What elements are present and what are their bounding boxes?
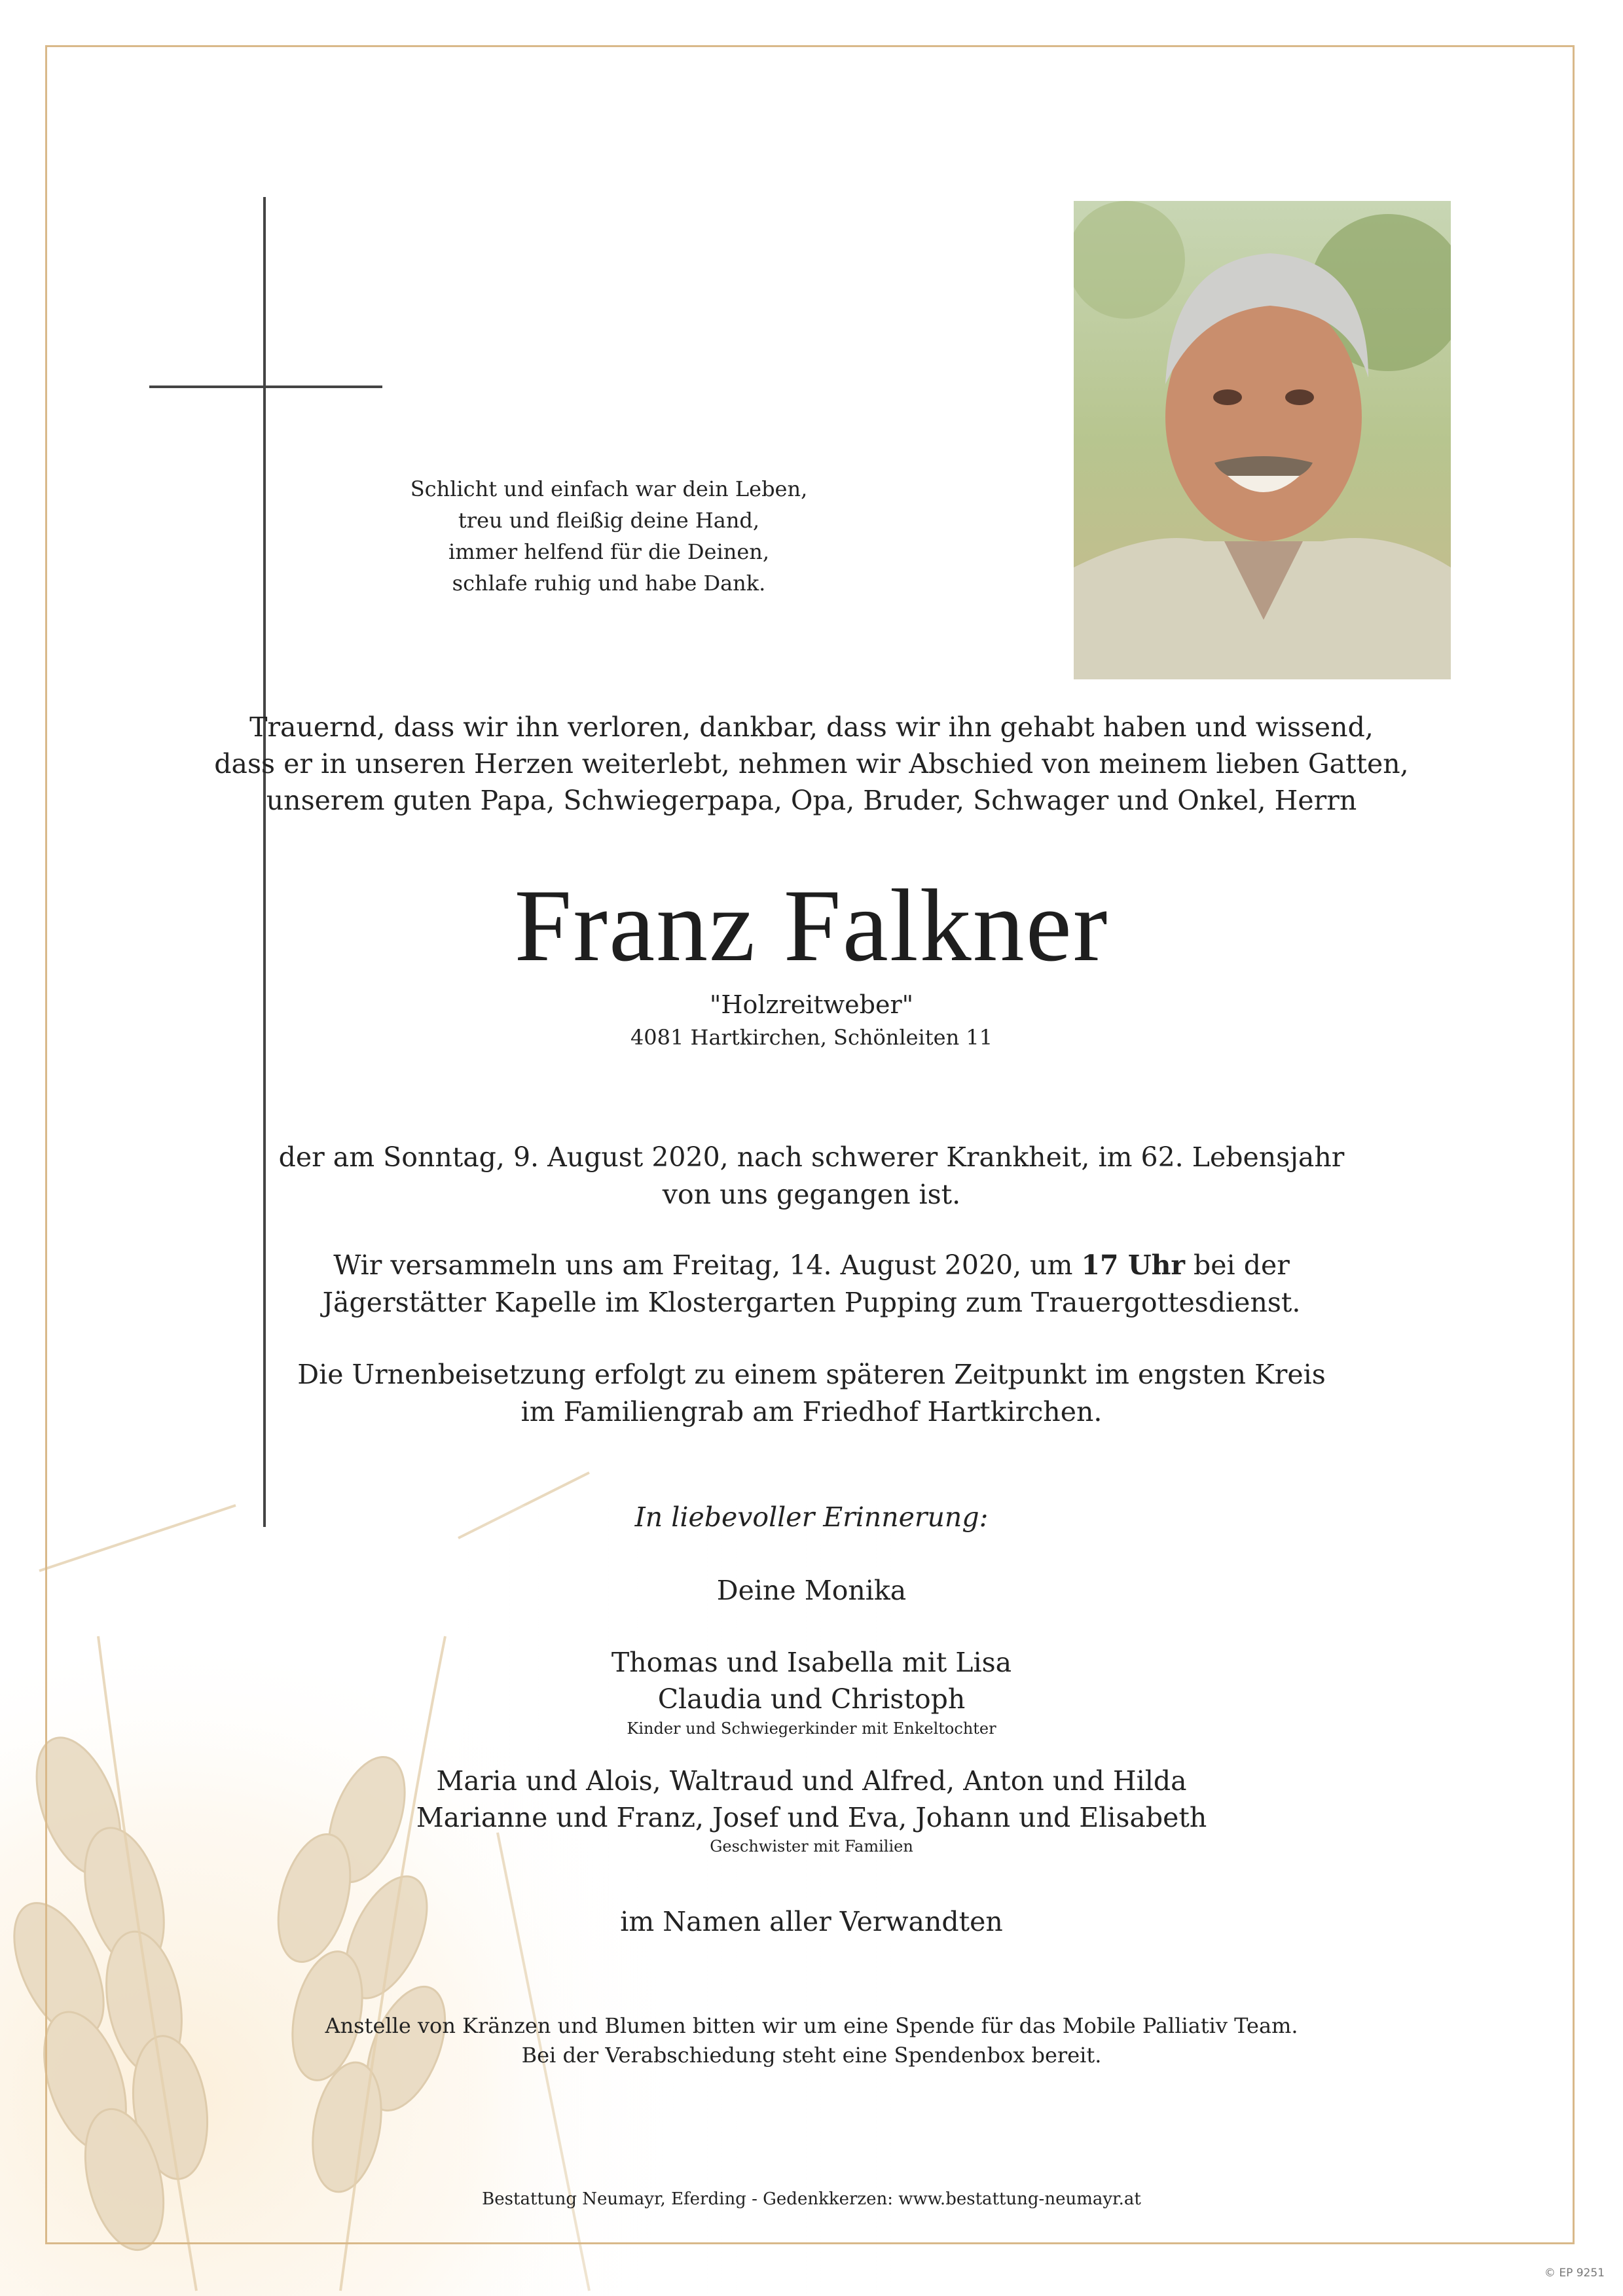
service-location-prefix: bei der — [1185, 1249, 1290, 1281]
donation-note — [0, 2011, 1623, 2070]
portrait-photo — [1074, 201, 1451, 679]
mourner-relatives: im Namen aller Verwandten — [620, 1906, 1003, 1937]
service-time: 17 Uhr — [1081, 1249, 1186, 1281]
siblings-line: Marianne und Franz, Josef und Eva, Johann und Elisabeth — [416, 1802, 1207, 1833]
donation-line: Anstelle von Kränzen und Blumen bitten wir um eine Spende für das Mobile Palliativ Team. — [325, 2013, 1298, 2038]
children-note: Kinder und Schwiegerkinder mit Enkeltochter — [627, 1719, 996, 1738]
burial-info — [0, 1356, 1623, 1431]
deceased-address: 4081 Hartkirchen, Schönleiten 11 — [630, 1025, 993, 1050]
poem-line: schlafe ruhig und habe Dank. — [452, 571, 766, 596]
children-line: Thomas und Isabella mit Lisa — [611, 1647, 1012, 1678]
service-date-text: Wir versammeln uns am Freitag, 14. August 2020, um — [333, 1249, 1082, 1281]
intro-line: dass er in unseren Herzen weiterlebt, nehmen wir Abschied von meinem lieben Gatten, — [214, 748, 1409, 780]
deceased-name: Franz Falkner — [514, 869, 1109, 983]
burial-line: im Familiengrab am Friedhof Hartkirchen. — [520, 1396, 1103, 1427]
death-notice — [0, 1139, 1623, 1213]
memory-heading: In liebevoller Erinnerung: — [634, 1501, 989, 1533]
mourner-children — [0, 1644, 1623, 1717]
cross-icon-crossbar — [149, 386, 382, 388]
death-notice-line: von uns gegangen ist. — [662, 1179, 961, 1210]
siblings-line: Maria und Alois, Waltraud und Alfred, Anton und Hilda — [436, 1765, 1187, 1797]
intro-text — [0, 709, 1623, 819]
death-notice-line: der am Sonntag, 9. August 2020, nach schwerer Krankheit, im 62. Lebensjahr — [278, 1141, 1345, 1173]
cross-icon — [263, 197, 266, 1527]
poem-line: Schlicht und einfach war dein Leben, — [410, 476, 808, 501]
document-code: © EP 9251 — [1544, 2267, 1605, 2280]
deceased-nickname: "Holzreitweber" — [709, 990, 914, 1019]
service-line: Jägerstätter Kapelle im Klostergarten Pupping zum Trauergottesdienst. — [322, 1287, 1301, 1318]
poem-line: immer helfend für die Deinen, — [448, 539, 770, 564]
funeral-home-footer: Bestattung Neumayr, Eferding - Gedenkkerzen: www.bestattung-neumayr.at — [482, 2189, 1141, 2209]
burial-line: Die Urnenbeisetzung erfolgt zu einem späteren Zeitpunkt im engsten Kreis — [297, 1359, 1326, 1390]
service-info — [0, 1247, 1623, 1321]
mourner-siblings — [0, 1763, 1623, 1836]
poem-line: treu und fleißig deine Hand, — [458, 508, 760, 533]
poem — [380, 473, 838, 599]
mourner-wife: Deine Monika — [716, 1575, 907, 1606]
donation-line: Bei der Verabschiedung steht eine Spendenbox bereit. — [521, 2043, 1102, 2068]
intro-line: unserem guten Papa, Schwiegerpapa, Opa, Bruder, Schwager und Onkel, Herrn — [266, 785, 1357, 816]
siblings-note: Geschwister mit Familien — [710, 1837, 913, 1856]
children-line: Claudia und Christoph — [657, 1683, 966, 1715]
service-line — [0, 1247, 1623, 1284]
intro-line: Trauernd, dass wir ihn verloren, dankbar, dass wir ihn gehabt haben und wissend, — [249, 711, 1374, 743]
